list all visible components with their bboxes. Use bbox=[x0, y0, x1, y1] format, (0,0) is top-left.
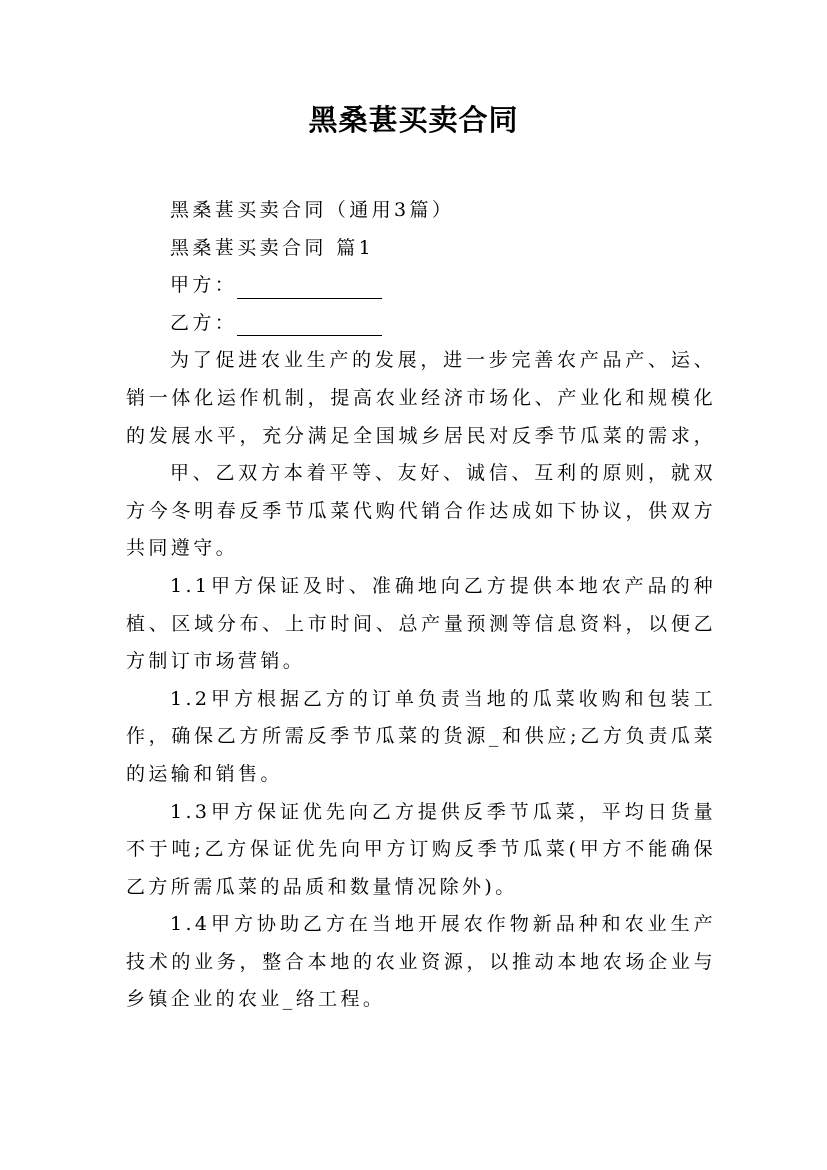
paragraph-line: 1.4甲方协助乙方在当地开展农作物新品种和农业生产 bbox=[170, 913, 716, 936]
party-a-line bbox=[126, 267, 716, 305]
paragraph-line: 为了促进农业生产的发展，进一步完善农产品产、运、 bbox=[170, 349, 716, 372]
paragraph-line: 销一体化运作机制，提高农业经济市场化、产业化和规模化 bbox=[126, 386, 716, 409]
paragraph bbox=[126, 906, 716, 1019]
party-b-blank bbox=[237, 309, 382, 336]
paragraph-line: 乙方所需瓜菜的品质和数量情况除外)。 bbox=[126, 875, 518, 898]
paragraph-line: 1.2甲方根据乙方的订单负责当地的瓜菜收购和包装工 bbox=[170, 687, 716, 710]
paragraph bbox=[126, 794, 716, 907]
paragraph-line: 方制订市场营销。 bbox=[126, 650, 306, 673]
paragraph bbox=[126, 568, 716, 681]
document-body bbox=[126, 192, 716, 1019]
paragraph-line: 技术的业务，整合本地的农业资源，以推动本地农场企业与 bbox=[126, 950, 716, 973]
paragraph-line: 1.3甲方保证优先向乙方提供反季节瓜菜，平均日货量 bbox=[170, 800, 716, 823]
paragraph-line: 甲、乙双方本着平等、友好、诚信、互利的原则，就双 bbox=[170, 462, 716, 485]
party-a-label: 甲方： bbox=[170, 274, 238, 297]
paragraph-line: 植、区域分布、上市时间、总产量预测等信息资料，以便乙 bbox=[126, 612, 716, 635]
document-title: 黑桑葚买卖合同 bbox=[308, 103, 519, 137]
party-a-blank bbox=[237, 272, 382, 299]
paragraph bbox=[126, 342, 716, 455]
paragraph-line: 乡镇企业的农业_络工程。 bbox=[126, 988, 386, 1011]
paragraph-line: 方今冬明春反季节瓜菜代购代销合作达成如下协议，供双方 bbox=[126, 499, 716, 522]
paragraph bbox=[126, 455, 716, 568]
paragraph-line: 1.1甲方保证及时、准确地向乙方提供本地农产品的种 bbox=[170, 574, 716, 597]
party-b-line bbox=[126, 305, 716, 343]
paragraph-line: 的运输和销售。 bbox=[126, 762, 283, 785]
paragraph-line: 的发展水平，充分满足全国城乡居民对反季节瓜菜的需求， bbox=[126, 424, 716, 447]
paragraph-line: 不于吨;乙方保证优先向甲方订购反季节瓜菜(甲方不能确保 bbox=[126, 838, 716, 861]
paragraph-line: 作，确保乙方所需反季节瓜菜的货源_和供应;乙方负责瓜菜 bbox=[126, 725, 716, 748]
party-b-label: 乙方： bbox=[170, 311, 238, 334]
paragraph-line: 共同遵守。 bbox=[126, 537, 239, 560]
document-subtitle: 黑桑葚买卖合同（通用3篇） bbox=[170, 199, 455, 221]
paragraph bbox=[126, 681, 716, 794]
section-heading: 黑桑葚买卖合同 篇1 bbox=[170, 236, 375, 259]
